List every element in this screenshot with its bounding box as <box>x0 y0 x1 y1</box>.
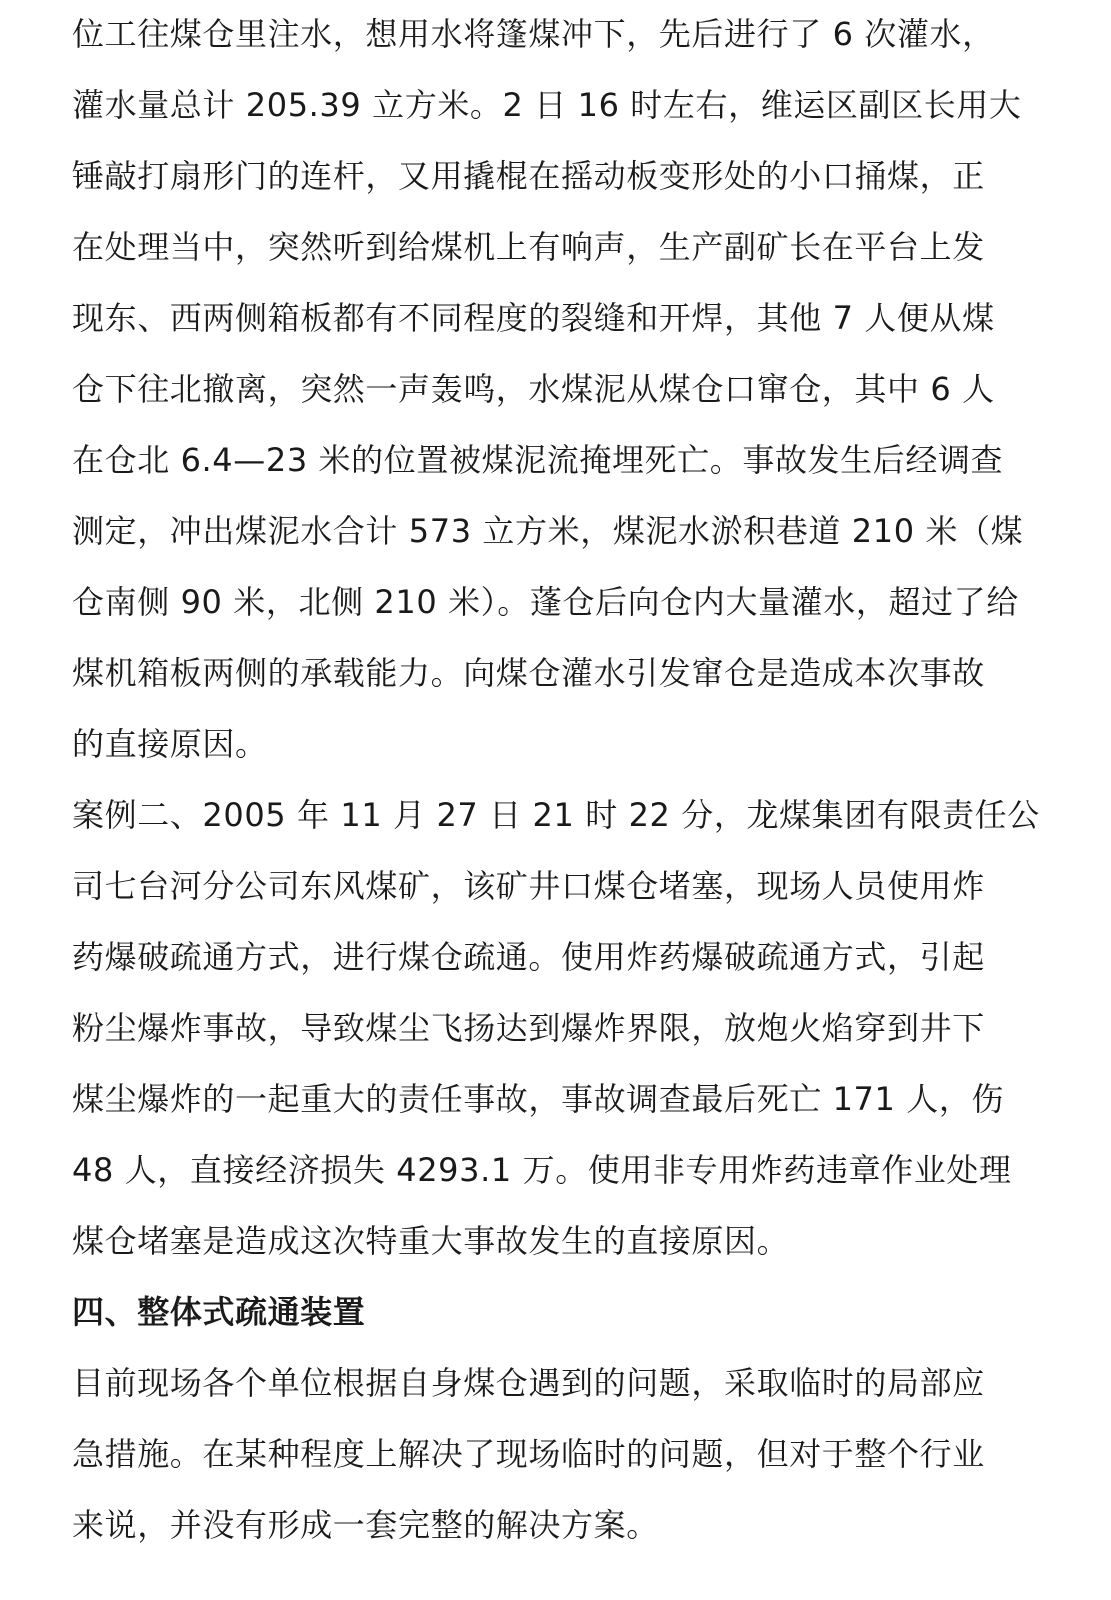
text-line: 案例二、2005 年 11 月 27 日 21 时 22 分，龙煤集团有限责任公 <box>72 796 1040 834</box>
text-line: 急措施。在某种程度上解决了现场临时的问题，但对于整个行业 <box>72 1435 985 1473</box>
text-line: 粉尘爆炸事故，导致煤尘飞扬达到爆炸界限，放炮火焰穿到井下 <box>72 1009 985 1047</box>
text-line: 司七台河分公司东风煤矿，该矿井口煤仓堵塞，现场人员使用炸 <box>72 867 985 905</box>
text-line: 煤机箱板两侧的承载能力。向煤仓灌水引发窜仓是造成本次事故 <box>72 654 985 692</box>
text-line: 目前现场各个单位根据自身煤仓遇到的问题，采取临时的局部应 <box>72 1364 985 1402</box>
text-line: 48 人，直接经济损失 4293.1 万。使用非专用炸药违章作业处理 <box>72 1151 1012 1189</box>
text-line: 现东、西两侧箱板都有不同程度的裂缝和开焊，其他 7 人便从煤 <box>72 299 995 337</box>
text-line: 在仓北 6.4—23 米的位置被煤泥流掩埋死亡。事故发生后经调查 <box>72 441 1004 479</box>
text-line: 药爆破疏通方式，进行煤仓疏通。使用炸药爆破疏通方式，引起 <box>72 938 985 976</box>
text-line: 灌水量总计 205.39 立方米。2 日 16 时左右，维运区副区长用大 <box>72 86 1022 124</box>
text-line: 测定，冲出煤泥水合计 573 立方米，煤泥水淤积巷道 210 米（煤 <box>72 512 1024 550</box>
text-line: 仓南侧 90 米，北侧 210 米）。蓬仓后向仓内大量灌水，超过了给 <box>72 583 1019 621</box>
text-line: 来说，并没有形成一套完整的解决方案。 <box>72 1506 659 1544</box>
text-line: 煤尘爆炸的一起重大的责任事故，事故调查最后死亡 171 人，伤 <box>72 1080 1005 1118</box>
text-line: 位工往煤仓里注水，想用水将篷煤冲下，先后进行了 6 次灌水， <box>72 15 995 53</box>
text-line: 仓下往北撤离，突然一声轰鸣，水煤泥从煤仓口窜仓，其中 6 人 <box>72 370 995 408</box>
section-heading: 四、整体式疏通装置 <box>72 1293 366 1331</box>
text-line: 在处理当中，突然听到给煤机上有响声，生产副矿长在平台上发 <box>72 228 985 266</box>
text-line: 锤敲打扇形门的连杆，又用撬棍在摇动板变形处的小口捅煤，正 <box>72 157 985 195</box>
text-line: 的直接原因。 <box>72 725 268 763</box>
text-line: 煤仓堵塞是造成这次特重大事故发生的直接原因。 <box>72 1222 790 1260</box>
